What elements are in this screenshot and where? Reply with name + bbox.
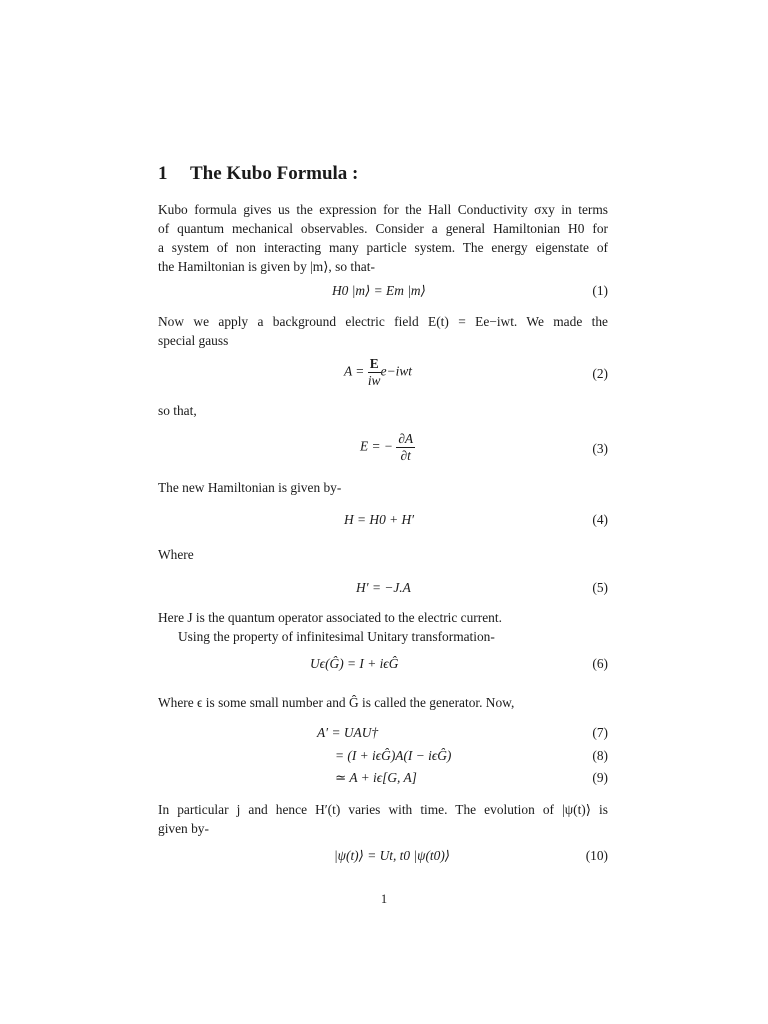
equation-lhs: A = (344, 363, 365, 379)
equation-number: (6) (592, 656, 608, 671)
denominator: ∂t (400, 448, 411, 463)
equation-body: H = H0 + H′ (344, 512, 415, 527)
paragraph-field (158, 312, 608, 350)
equation-7 (158, 725, 608, 747)
text-line: given by- (158, 821, 209, 836)
equation-body: H0 |m⟩ = Em |m⟩ (332, 283, 426, 298)
text-line: Kubo formula gives us the expression for the Hall Conductivity σxy in terms (158, 202, 608, 217)
equation-1 (158, 283, 608, 305)
equation-number: (4) (592, 512, 608, 527)
text-line: Where (158, 547, 194, 562)
text-line: special gauss (158, 333, 229, 348)
paragraph-generator (158, 693, 608, 712)
equation-number: (2) (592, 366, 608, 381)
fraction (396, 431, 415, 464)
equation-5 (158, 580, 608, 602)
paragraph-new-hamiltonian (158, 478, 608, 497)
equation-body: Uϵ(Ĝ) = I + iϵĜ (310, 656, 399, 671)
paragraph-evolution (158, 800, 608, 838)
equation-number: (5) (592, 580, 608, 595)
equation-body: A′ = UAU† (317, 725, 379, 740)
text-line: Now we apply a background electric field E(t) = Ee−iwt. We made the (158, 314, 608, 329)
section-heading (158, 163, 358, 185)
equation-number: (8) (592, 748, 608, 763)
text-line: The new Hamiltonian is given by- (158, 480, 342, 495)
equation-body: ≃ A + iϵ[G, A] (335, 770, 417, 785)
paragraph-current-operator (158, 608, 608, 646)
equation-body: = (I + iϵĜ)A(I − iϵĜ) (335, 748, 452, 763)
text-line: Where ϵ is some small number and Ĝ is called the generator. Now, (158, 695, 515, 710)
equation-number: (1) (592, 283, 608, 298)
section-number: 1 (158, 163, 168, 184)
paragraph-where (158, 545, 608, 564)
page-number: 1 (380, 892, 388, 906)
equation-4 (158, 512, 608, 534)
section-title: The Kubo Formula : (190, 163, 359, 184)
text-line: of quantum mechanical observables. Consider a general Hamiltonian H0 for (158, 221, 608, 236)
equation-number: (7) (592, 725, 608, 740)
equation-2 (158, 356, 608, 396)
text-line: In particular j and hence H′(t) varies with time. The evolution of |ψ(t)⟩ is (158, 802, 608, 817)
paragraph-intro (158, 200, 608, 276)
equation-rest: e−iwt (380, 363, 412, 379)
numerator: E (369, 356, 379, 371)
equation-body: |ψ(t)⟩ = Ut, t0 |ψ(t0)⟩ (334, 848, 450, 863)
text-line: Here J is the quantum operator associated to the electric current. (158, 610, 502, 625)
numerator: ∂A (398, 431, 414, 446)
equation-3 (158, 431, 608, 471)
equation-body: H′ = −J.A (356, 580, 411, 595)
equation-number: (10) (585, 848, 608, 863)
equation-10 (158, 848, 608, 870)
fraction (368, 356, 381, 389)
equation-lhs: E = − (360, 438, 393, 454)
denominator: iw (367, 373, 381, 388)
equation-6 (158, 656, 608, 678)
equation-9 (158, 770, 608, 792)
text-line: a system of non interacting many particle system. The energy eigenstate of (158, 240, 608, 255)
paragraph-so-that (158, 401, 608, 420)
text-line: the Hamiltonian is given by |m⟩, so that- (158, 259, 375, 274)
text-line: so that, (158, 403, 197, 418)
equation-8 (158, 748, 608, 770)
equation-number: (3) (592, 441, 608, 456)
text-line: Using the property of infinitesimal Unitary transformation- (178, 629, 495, 644)
equation-number: (9) (592, 770, 608, 785)
